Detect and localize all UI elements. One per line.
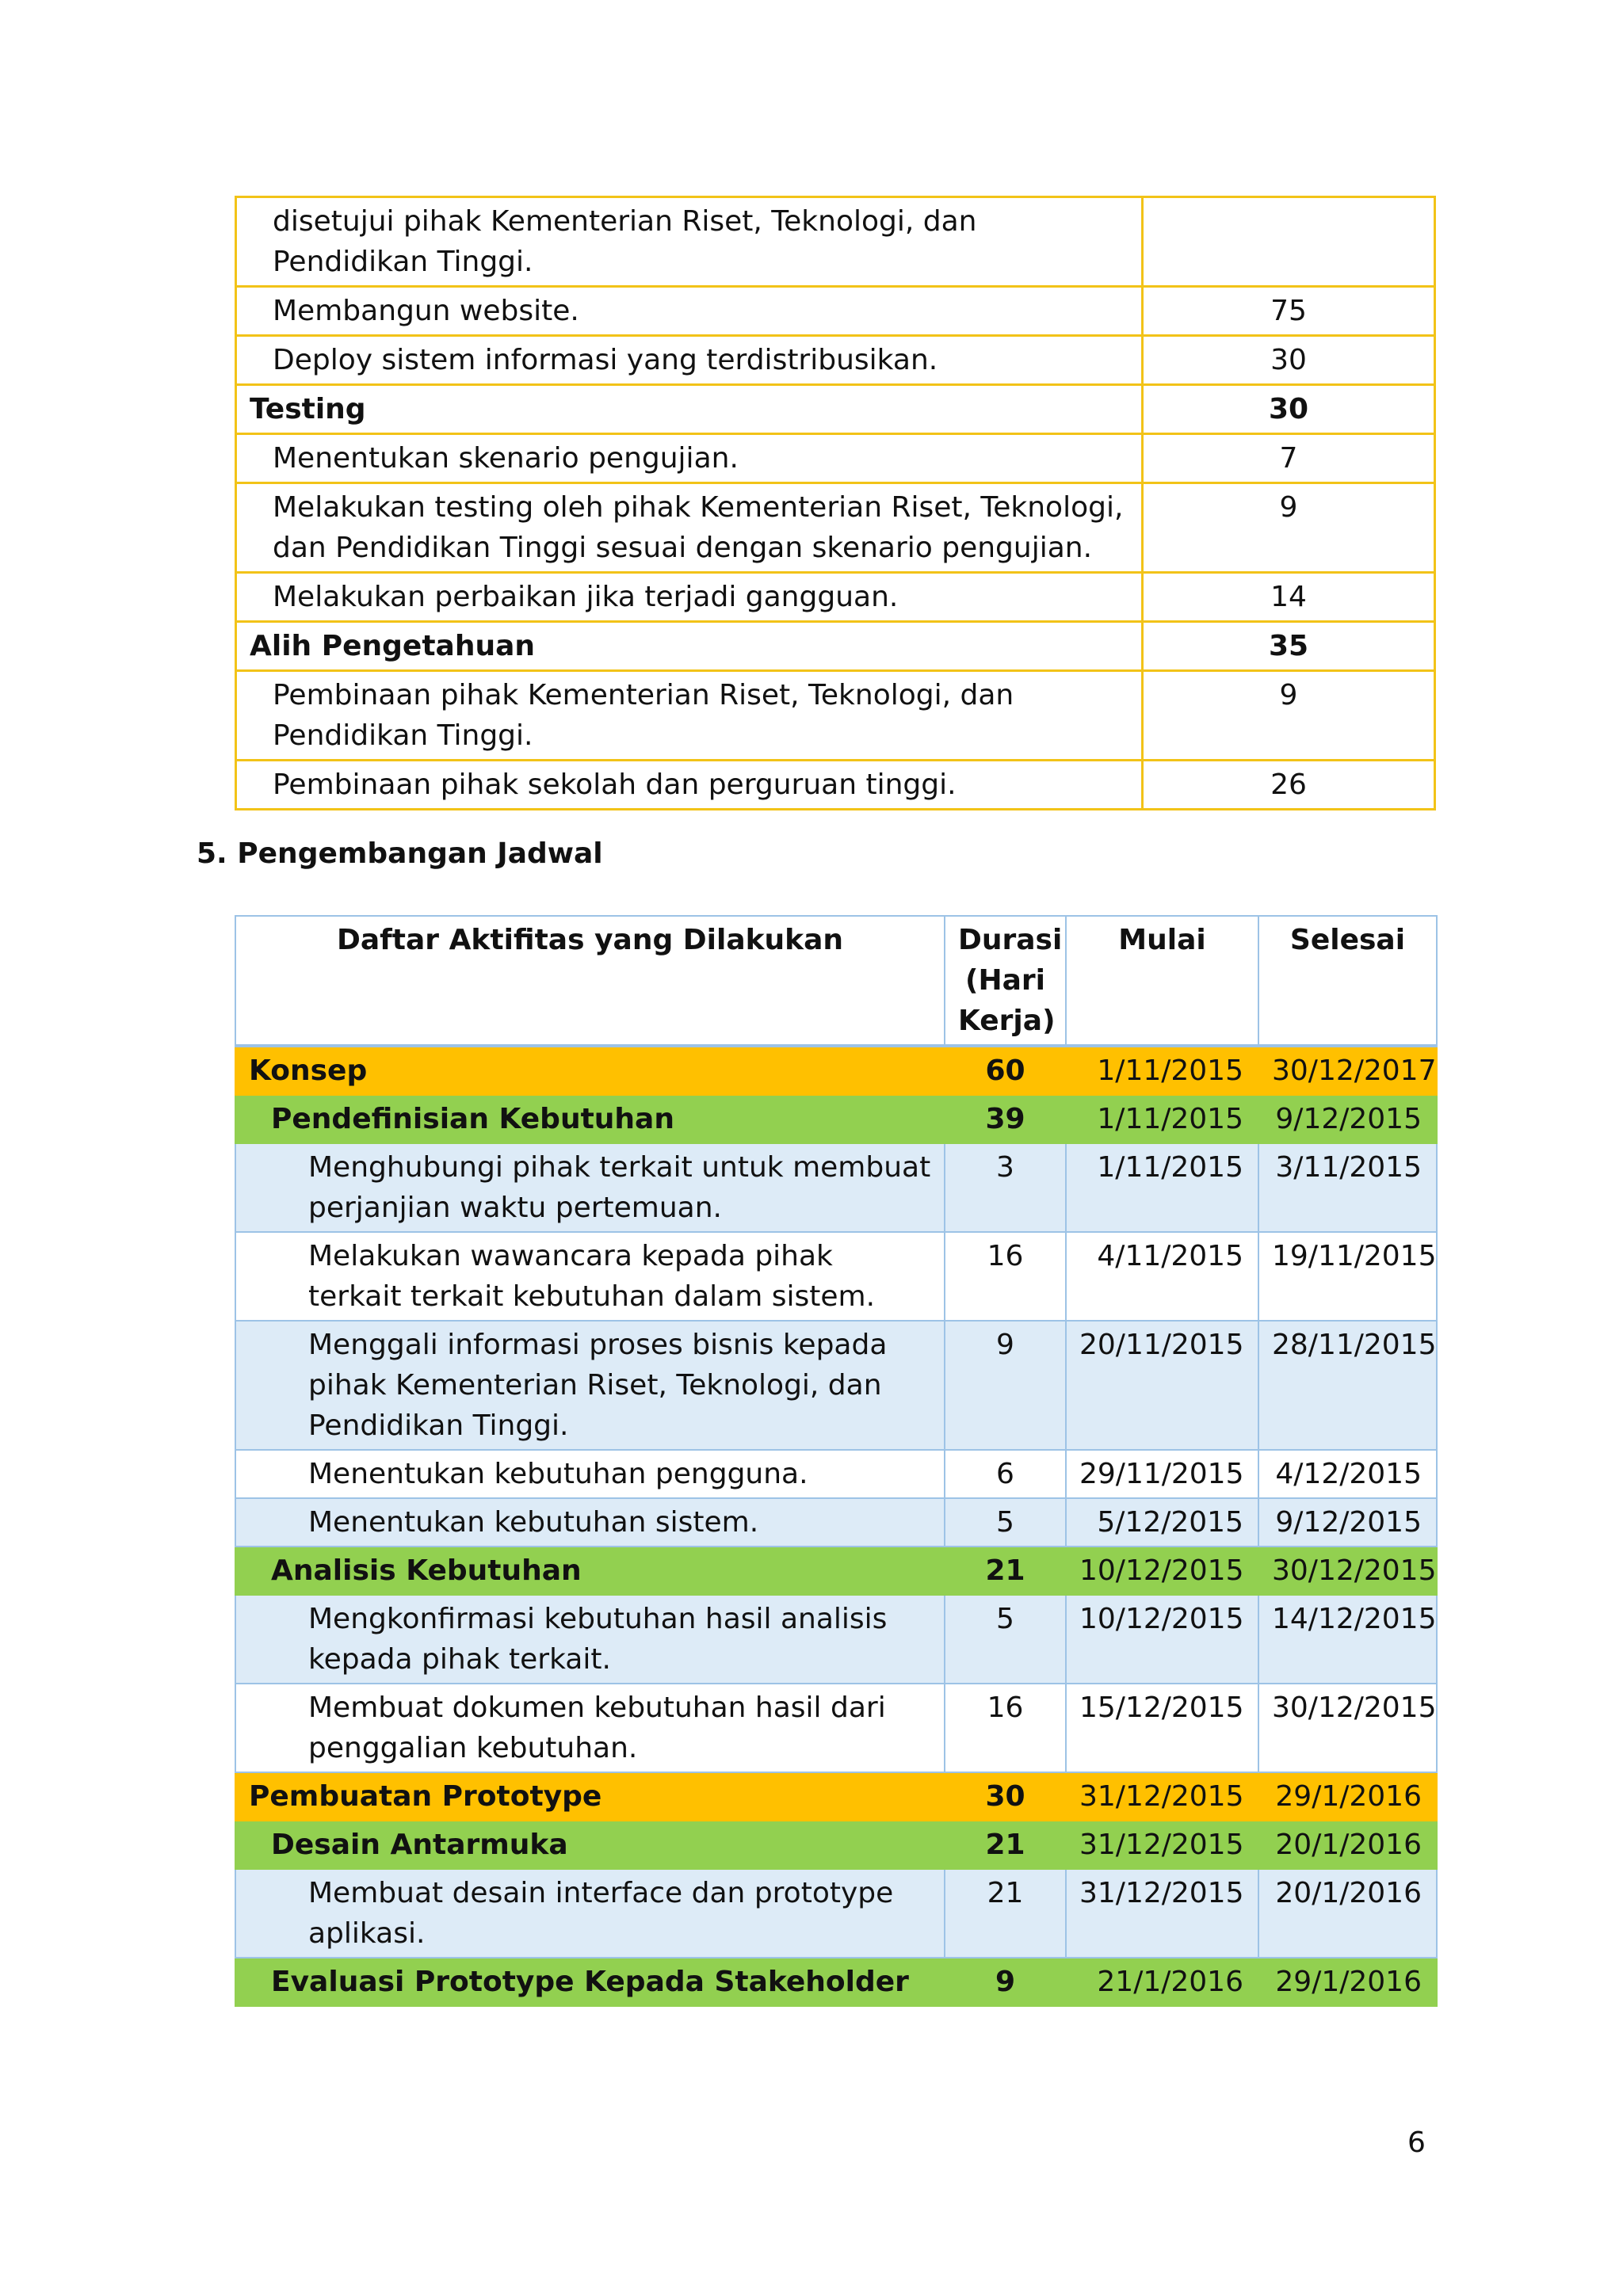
days-cell bbox=[1143, 197, 1435, 287]
start-date-cell: 31/12/2015 bbox=[1066, 1869, 1258, 1958]
workload-table bbox=[235, 196, 1436, 810]
activity-cell: Mengkonfirmasi kebutuhan hasil analisis kepada pihak terkait. bbox=[235, 1595, 945, 1684]
days-cell: 7 bbox=[1143, 434, 1435, 483]
days-cell: 14 bbox=[1143, 573, 1435, 622]
start-date-cell: 4/11/2015 bbox=[1066, 1232, 1258, 1321]
start-date-cell: 20/11/2015 bbox=[1066, 1321, 1258, 1450]
start-date-cell: 15/12/2015 bbox=[1066, 1684, 1258, 1772]
end-date-cell: 4/12/2015 bbox=[1258, 1450, 1437, 1498]
days-cell: 9 bbox=[1143, 671, 1435, 761]
activity-cell: Pembinaan pihak sekolah dan perguruan tinggi. bbox=[236, 761, 1143, 810]
section-title-cell: Alih Pengetahuan bbox=[236, 622, 1143, 671]
start-date-cell: 31/12/2015 bbox=[1066, 1821, 1258, 1869]
activity-cell: Pembinaan pihak Kementerian Riset, Teknologi, dan Pendidikan Tinggi. bbox=[236, 671, 1143, 761]
start-date-cell: 1/11/2015 bbox=[1066, 1143, 1258, 1232]
activity-cell: Pembuatan Prototype bbox=[235, 1772, 945, 1821]
header-activity: Daftar Aktifitas yang Dilakukan bbox=[235, 916, 945, 1046]
table-row bbox=[236, 434, 1435, 483]
start-date-cell: 29/11/2015 bbox=[1066, 1450, 1258, 1498]
duration-cell: 16 bbox=[945, 1232, 1066, 1321]
table-row bbox=[236, 197, 1435, 287]
activity-cell: Melakukan testing oleh pihak Kementerian Riset, Teknologi, dan Pendidikan Tinggi sesuai dengan skenario pengujian. bbox=[236, 483, 1143, 573]
start-date-cell: 10/12/2015 bbox=[1066, 1595, 1258, 1684]
end-date-cell: 9/12/2015 bbox=[1258, 1095, 1437, 1143]
end-date-cell: 20/1/2016 bbox=[1258, 1821, 1437, 1869]
table-header-row bbox=[235, 916, 1437, 1046]
table-row bbox=[236, 336, 1435, 385]
group-row bbox=[235, 1547, 1437, 1595]
page-number: 6 bbox=[1407, 2126, 1426, 2159]
activity-cell: Membuat desain interface dan prototype aplikasi. bbox=[235, 1869, 945, 1958]
activity-cell: Menentukan skenario pengujian. bbox=[236, 434, 1143, 483]
phase-row bbox=[235, 1046, 1437, 1095]
duration-cell: 21 bbox=[945, 1869, 1066, 1958]
header-duration: Durasi (Hari Kerja) bbox=[945, 916, 1066, 1046]
section-row bbox=[236, 385, 1435, 434]
activity-cell: Membuat dokumen kebutuhan hasil dari penggalian kebutuhan. bbox=[235, 1684, 945, 1772]
end-date-cell: 30/12/2017 bbox=[1258, 1046, 1437, 1095]
activity-cell: Analisis Kebutuhan bbox=[235, 1547, 945, 1595]
start-date-cell: 21/1/2016 bbox=[1066, 1958, 1258, 2006]
table-row bbox=[236, 573, 1435, 622]
end-date-cell: 20/1/2016 bbox=[1258, 1869, 1437, 1958]
activity-cell: Deploy sistem informasi yang terdistribusikan. bbox=[236, 336, 1143, 385]
activity-cell: Melakukan wawancara kepada pihak terkait terkait kebutuhan dalam sistem. bbox=[235, 1232, 945, 1321]
header-start: Mulai bbox=[1066, 916, 1258, 1046]
duration-cell: 9 bbox=[945, 1958, 1066, 2006]
activity-cell: Menentukan kebutuhan pengguna. bbox=[235, 1450, 945, 1498]
table-row bbox=[236, 671, 1435, 761]
activity-cell: Desain Antarmuka bbox=[235, 1821, 945, 1869]
task-row bbox=[235, 1684, 1437, 1772]
duration-cell: 16 bbox=[945, 1684, 1066, 1772]
task-row bbox=[235, 1498, 1437, 1547]
end-date-cell: 29/1/2016 bbox=[1258, 1772, 1437, 1821]
table-row bbox=[236, 483, 1435, 573]
start-date-cell: 5/12/2015 bbox=[1066, 1498, 1258, 1547]
task-row bbox=[235, 1450, 1437, 1498]
group-row bbox=[235, 1095, 1437, 1143]
days-cell: 9 bbox=[1143, 483, 1435, 573]
task-row bbox=[235, 1143, 1437, 1232]
duration-cell: 21 bbox=[945, 1547, 1066, 1595]
section-heading: 5. Pengembangan Jadwal bbox=[197, 837, 603, 870]
duration-cell: 9 bbox=[945, 1321, 1066, 1450]
duration-cell: 6 bbox=[945, 1450, 1066, 1498]
days-cell: 26 bbox=[1143, 761, 1435, 810]
end-date-cell: 28/11/2015 bbox=[1258, 1321, 1437, 1450]
activity-cell: Menghubungi pihak terkait untuk membuat perjanjian waktu pertemuan. bbox=[235, 1143, 945, 1232]
days-cell: 30 bbox=[1143, 336, 1435, 385]
task-row bbox=[235, 1321, 1437, 1450]
table-row bbox=[236, 287, 1435, 336]
header-end: Selesai bbox=[1258, 916, 1437, 1046]
end-date-cell: 19/11/2015 bbox=[1258, 1232, 1437, 1321]
end-date-cell: 3/11/2015 bbox=[1258, 1143, 1437, 1232]
task-row bbox=[235, 1595, 1437, 1684]
group-row bbox=[235, 1958, 1437, 2006]
days-cell: 30 bbox=[1143, 385, 1435, 434]
activity-cell: Evaluasi Prototype Kepada Stakeholder bbox=[235, 1958, 945, 2006]
activity-cell: Pendefinisian Kebutuhan bbox=[235, 1095, 945, 1143]
task-row bbox=[235, 1869, 1437, 1958]
activity-cell: disetujui pihak Kementerian Riset, Teknologi, dan Pendidikan Tinggi. bbox=[236, 197, 1143, 287]
start-date-cell: 31/12/2015 bbox=[1066, 1772, 1258, 1821]
group-row bbox=[235, 1821, 1437, 1869]
duration-cell: 30 bbox=[945, 1772, 1066, 1821]
days-cell: 75 bbox=[1143, 287, 1435, 336]
activity-cell: Menentukan kebutuhan sistem. bbox=[235, 1498, 945, 1547]
table-row bbox=[236, 761, 1435, 810]
end-date-cell: 14/12/2015 bbox=[1258, 1595, 1437, 1684]
duration-cell: 21 bbox=[945, 1821, 1066, 1869]
task-row bbox=[235, 1232, 1437, 1321]
activity-cell: Konsep bbox=[235, 1046, 945, 1095]
days-cell: 35 bbox=[1143, 622, 1435, 671]
start-date-cell: 1/11/2015 bbox=[1066, 1095, 1258, 1143]
section-title-cell: Testing bbox=[236, 385, 1143, 434]
end-date-cell: 9/12/2015 bbox=[1258, 1498, 1437, 1547]
start-date-cell: 10/12/2015 bbox=[1066, 1547, 1258, 1595]
end-date-cell: 30/12/2015 bbox=[1258, 1684, 1437, 1772]
activity-cell: Melakukan perbaikan jika terjadi gangguan. bbox=[236, 573, 1143, 622]
duration-cell: 5 bbox=[945, 1595, 1066, 1684]
phase-row bbox=[235, 1772, 1437, 1821]
start-date-cell: 1/11/2015 bbox=[1066, 1046, 1258, 1095]
end-date-cell: 30/12/2015 bbox=[1258, 1547, 1437, 1595]
duration-cell: 60 bbox=[945, 1046, 1066, 1095]
activity-cell: Menggali informasi proses bisnis kepada pihak Kementerian Riset, Teknologi, dan Pendidikan Tinggi. bbox=[235, 1321, 945, 1450]
duration-cell: 5 bbox=[945, 1498, 1066, 1547]
section-row bbox=[236, 622, 1435, 671]
end-date-cell: 29/1/2016 bbox=[1258, 1958, 1437, 2006]
duration-cell: 39 bbox=[945, 1095, 1066, 1143]
duration-cell: 3 bbox=[945, 1143, 1066, 1232]
activity-cell: Membangun website. bbox=[236, 287, 1143, 336]
schedule-table bbox=[235, 915, 1438, 2007]
